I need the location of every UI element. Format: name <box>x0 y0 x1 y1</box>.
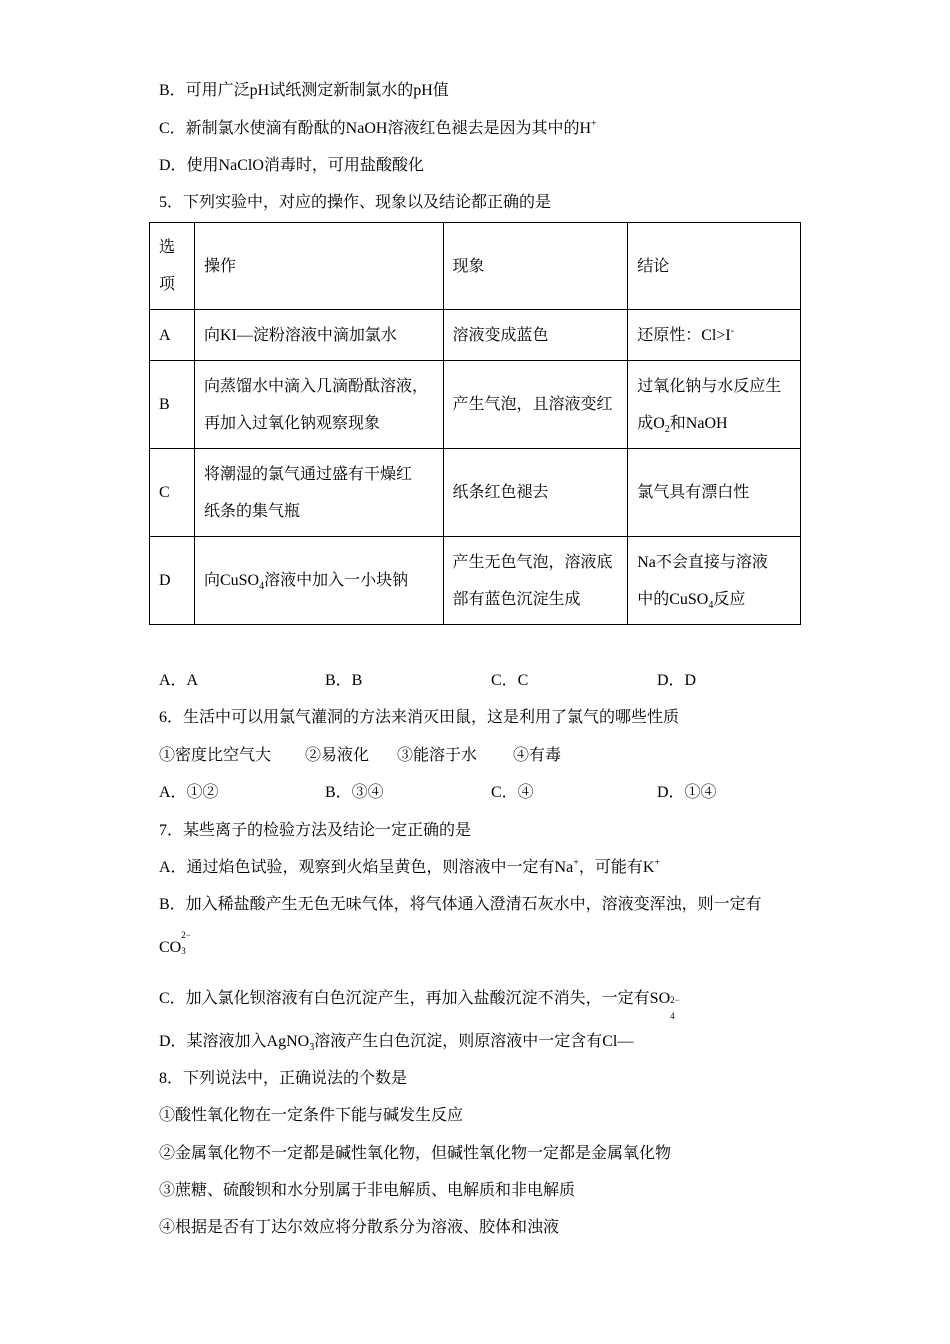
q5-row-d-conclusion-line2 <box>637 581 791 618</box>
q5-row-d <box>150 537 801 625</box>
q5-answer-d: D．D <box>657 672 697 689</box>
q5-answer-c: C．C <box>491 672 529 689</box>
q4-option-d: D．使用NaClO消毒时，可用盐酸酸化 <box>159 157 424 174</box>
q7-option-b-line2 <box>159 930 191 958</box>
q5-row-a-conclusion <box>628 310 801 361</box>
q4-option-c <box>159 119 597 139</box>
q7-option-b-ion-formula: CO <box>159 939 182 956</box>
q6-answer-d: D．①④ <box>657 784 717 801</box>
q6-stem: 6．生活中可以用氯气灌洞的方法来消灭田鼠，这是利用了氯气的哪些性质 <box>159 709 680 726</box>
q5-row-c-operation <box>194 449 443 537</box>
q5-row-a-phenomenon: 溶液变成蓝色 <box>443 310 628 361</box>
q5-row-d-conclusion-line2-sub: 4 <box>708 599 714 611</box>
q5-row-b <box>150 361 801 449</box>
q7-option-d-pre: D．某溶液加入AgNO <box>159 1033 310 1050</box>
q5-row-b-conclusion-line2 <box>637 405 791 442</box>
q7-option-b-ion-sub: 3 <box>181 946 186 956</box>
q5-row-a <box>150 310 801 361</box>
q8-stem: 8．下列说法中，正确说法的个数是 <box>159 1070 408 1087</box>
q7-option-b-ion <box>159 930 191 958</box>
q5-row-a-operation: 向KI—淀粉溶液中滴加氯水 <box>194 310 443 361</box>
q5-row-b-conclusion-line2-post: 和NaOH <box>669 414 728 432</box>
q5-row-d-conclusion-line2-post: 反应 <box>713 590 746 608</box>
q5-row-c-phenomenon: 纸条红色褪去 <box>443 449 628 537</box>
q5-row-b-operation <box>194 361 443 449</box>
q8-statement-1: ①酸性氧化物在一定条件下能与碱发生反应 <box>159 1107 464 1124</box>
q5-row-c <box>150 449 801 537</box>
q5-row-b-conclusion <box>628 361 801 449</box>
q7-option-b-line1: B．加入稀盐酸产生无色无味气体，将气体通入澄清石灰水中，溶液变浑浊，则一定有 <box>159 896 762 913</box>
q5-table-header <box>150 223 801 310</box>
q5-row-d-operation-pre: 向CuSO <box>203 572 260 589</box>
q8-statement-3: ③蔗糖、硫酸钡和水分别属于非电解质、电解质和非电解质 <box>159 1182 576 1199</box>
q5-row-d-operation-sub: 4 <box>259 581 265 593</box>
q5-row-d-option: D <box>150 537 195 625</box>
q5-row-d-conclusion-line2-pre: 中的CuSO <box>637 590 709 608</box>
q5-header-option <box>150 223 195 310</box>
q5-header-option-line2: 项 <box>159 276 176 293</box>
q5-row-b-conclusion-line2-sub: 2 <box>664 423 670 435</box>
q5-row-b-operation-line2: 再加入过氧化钠观察现象 <box>203 414 380 432</box>
q7-option-d-post: 溶液产生白色沉淀，则原溶液中一定含有Cl— <box>314 1033 634 1050</box>
q5-row-b-phenomenon: 产生气泡，且溶液变红 <box>443 361 628 449</box>
q8-statement-4: ④根据是否有丁达尔效应将分散系分为溶液、胶体和浊液 <box>159 1219 560 1236</box>
q7-option-a-mid: ，可能有K <box>578 859 655 876</box>
q6-property-4: ④有毒 <box>513 747 562 764</box>
q7-option-a-sup1: + <box>573 857 579 869</box>
q5-row-b-conclusion-line1: 过氧化钠与水反应生 <box>637 377 782 395</box>
q7-option-c-ion-sub: 4 <box>670 1011 675 1021</box>
q5-row-d-conclusion <box>628 537 801 625</box>
q7-option-d <box>159 1032 633 1052</box>
q6-property-3: ③能溶于水 <box>397 747 478 764</box>
q7-option-c-ion-charge: 2− <box>670 995 680 1005</box>
q6-answer-a: A．①② <box>159 784 219 801</box>
q6-property-1: ①密度比空气大 <box>159 747 272 764</box>
q5-stem: 5．下列实验中，对应的操作、现象以及结论都正确的是 <box>159 194 552 211</box>
q5-header-phenomenon: 现象 <box>443 223 628 310</box>
q7-option-a-text: A．通过焰色试验，观察到火焰呈黄色，则溶液中一定有Na <box>159 859 574 876</box>
q6-property-2: ②易液化 <box>305 747 370 764</box>
q4-option-c-sup: + <box>591 118 597 130</box>
q5-header-operation: 操作 <box>194 223 443 310</box>
q6-answer-c: C．④ <box>491 784 534 801</box>
q5-row-b-operation-line1: 向蒸馏水中滴入几滴酚酞溶液， <box>203 377 428 395</box>
q7-option-b-ion-charge: 2− <box>181 930 191 940</box>
q5-row-c-option: C <box>150 449 195 537</box>
q7-option-c-text: C．加入氯化钡溶液有白色沉淀产生，再加入盐酸沉淀不消失，一定有SO <box>159 990 671 1007</box>
q5-row-b-conclusion-line2-pre: 成O <box>637 414 665 432</box>
q6-answer-b: B．③④ <box>325 784 384 801</box>
q5-row-a-option: A <box>150 310 195 361</box>
q7-stem: 7．某些离子的检验方法及结论一定正确的是 <box>159 822 472 839</box>
q5-row-d-operation <box>194 537 443 625</box>
q7-option-c <box>159 989 680 1021</box>
q5-header-conclusion: 结论 <box>628 223 801 310</box>
q5-row-d-phenomenon-line1: 产生无色气泡，溶液底 <box>452 553 613 571</box>
q5-row-d-conclusion-line1: Na不会直接与溶液 <box>637 553 768 571</box>
q7-option-d-sub: 3 <box>309 1042 315 1054</box>
q5-row-c-operation-line2: 纸条的集气瓶 <box>203 502 300 520</box>
q5-row-c-conclusion: 氯气具有漂白性 <box>628 449 801 537</box>
q4-option-b: B．可用广泛pH试纸测定新制氯水的pH值 <box>159 82 449 99</box>
q5-row-d-phenomenon-line2: 部有蓝色沉淀生成 <box>452 590 581 608</box>
q5-row-a-conclusion-text: 还原性：Cl>I <box>637 326 731 344</box>
q5-row-a-conclusion-sup: - <box>730 325 735 337</box>
q5-answer-a: A．A <box>159 672 199 689</box>
q5-row-b-option: B <box>150 361 195 449</box>
q5-row-c-operation-line1: 将潮湿的氯气通过盛有干燥红 <box>203 465 412 483</box>
q7-option-a <box>159 858 660 878</box>
q5-answer-b: B．B <box>325 672 363 689</box>
q5-row-d-operation-post: 溶液中加入一小块钠 <box>264 572 409 589</box>
q5-table <box>149 222 801 625</box>
q7-option-a-sup2: + <box>654 857 661 869</box>
q4-option-c-text: C．新制氯水使滴有酚酞的NaOH溶液红色褪去是因为其中的H <box>159 120 591 137</box>
q5-header-option-line1: 选 <box>159 239 176 256</box>
q8-statement-2: ②金属氧化物不一定都是碱性氧化物，但碱性氧化物一定都是金属氧化物 <box>159 1145 672 1162</box>
q5-row-d-phenomenon <box>443 537 628 625</box>
